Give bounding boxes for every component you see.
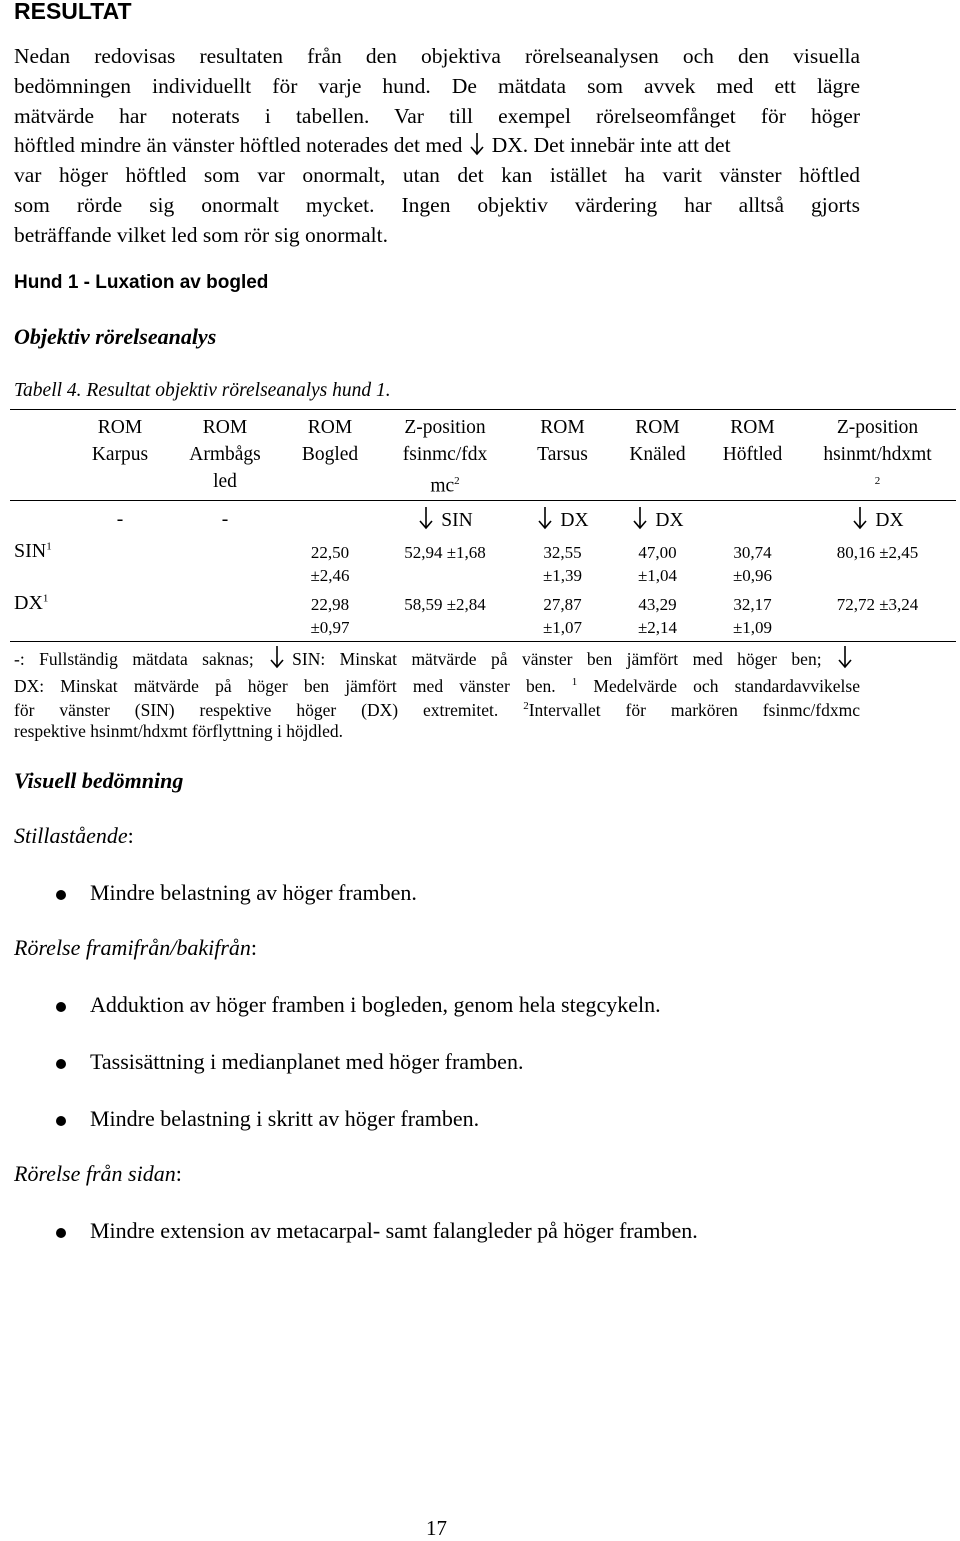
intro-line: som rörde sig onormalt mycket. Ingen objektiv värdering har alltså gjorts (14, 192, 860, 217)
list-item-text: Mindre belastning av höger framben. (90, 880, 417, 905)
cell-value: 27,87 (543, 595, 582, 614)
down-arrow-icon (468, 132, 486, 156)
note-line: respektive hsinmt/hdxmt förflyttning i höjdled. (14, 720, 344, 741)
flag-text: DX (875, 510, 904, 531)
table-cell (515, 541, 610, 587)
row-label (14, 540, 52, 563)
note-text: Intervallet för markören fsinmc/fdxmc (528, 699, 861, 720)
cell-value: 22,50 (310, 543, 350, 562)
header-line: Bogled (301, 444, 359, 465)
table-header-rule (10, 500, 956, 501)
down-arrow-icon (631, 506, 649, 530)
flag-text: DX (560, 510, 589, 531)
down-arrow-icon (417, 506, 435, 530)
header-line: Karpus (91, 444, 149, 465)
down-arrow-icon (836, 645, 854, 669)
page-number: 17 (426, 1516, 447, 1540)
note-text: för vänster (SIN) respektive höger (DX) extremitet. (14, 699, 499, 720)
list-item-text: Mindre belastning i skritt av höger framben. (90, 1106, 480, 1131)
section-label-text: Stillastående (14, 823, 128, 848)
table-cell (380, 593, 510, 616)
table-cell (280, 541, 380, 587)
bullet-icon (56, 1059, 66, 1069)
footnote-marker: 1 (46, 540, 52, 553)
table-header-cell (800, 414, 955, 500)
cell-value: 58,59 ±2,84 (404, 595, 486, 614)
intro-line: Nedan redovisas resultaten från den objektiva rörelseanalysen och den visuella (14, 44, 860, 68)
cell-sd: ±1,04 (637, 566, 678, 585)
header-line: ROM (635, 417, 680, 438)
note-text: -: Fullständig mätdata saknas; (14, 649, 254, 669)
table-footnote (14, 645, 860, 743)
cell-value: 47,00 (638, 543, 677, 562)
header-line: ROM (540, 417, 585, 438)
section-label-side (14, 1161, 182, 1187)
note-line (14, 645, 860, 670)
table-header-cell (70, 414, 170, 468)
down-arrow-icon (268, 645, 286, 669)
row-label (14, 592, 48, 615)
cell-value: 32,17 (733, 595, 772, 614)
section-label-text: Rörelse från sidan (14, 1161, 176, 1186)
cell-sd: ±0,97 (310, 618, 350, 637)
cell-value: 32,55 (543, 543, 582, 562)
intro-line-text: Det innebär inte att det (528, 133, 731, 158)
cell-value: 72,72 ±3,24 (836, 595, 919, 614)
flag-text: - (221, 509, 229, 530)
table-cell (280, 593, 380, 639)
cell-value: 52,94 ±1,68 (404, 543, 486, 562)
header-line: led (213, 471, 237, 492)
flag-cell (380, 506, 510, 534)
section-label-front-back (14, 935, 257, 961)
footnote-marker: 2 (874, 475, 881, 487)
table-cell (705, 541, 800, 587)
header-line: Z-position (836, 417, 919, 438)
table-header-cell (705, 414, 800, 468)
flag-cell (800, 506, 955, 534)
header-line: Knäled (629, 444, 686, 465)
cell-sd: ±1,09 (732, 618, 773, 637)
table-cell (610, 541, 705, 587)
list-item-text: Mindre extension av metacarpal- samt falangleder på höger framben. (90, 1218, 698, 1243)
header-line (380, 468, 510, 500)
table-cell (380, 541, 510, 564)
list-item-text: Adduktion av höger framben i bogleden, genom hela stegcykeln. (90, 992, 661, 1017)
page-heading: RESULTAT (14, 0, 132, 24)
header-line: Armbågs (189, 444, 261, 465)
intro-line-text: höftled mindre än vänster höftled noterades det med (14, 133, 463, 158)
row-label-text: SIN (14, 540, 47, 562)
cell-sd: ±2,14 (637, 618, 678, 637)
header-line: ROM (202, 417, 248, 438)
note-text: DX: Minskat mätvärde på höger ben jämfört med vänster ben. (14, 675, 556, 696)
footnote-marker: 1 (571, 675, 578, 688)
table-header-cell (170, 414, 280, 495)
note-line (14, 694, 860, 719)
header-line: ROM (307, 417, 353, 438)
table-caption: Tabell 4. Resultat objektiv rörelseanalys hund 1. (14, 380, 391, 401)
cell-sd: ±1,39 (542, 566, 583, 585)
flag-text: DX (655, 510, 684, 531)
row-label-text: DX (14, 592, 43, 614)
flag-text: - (116, 509, 124, 530)
cell-value: 22,98 (310, 595, 350, 614)
table-header-cell (280, 414, 380, 468)
table-cell (705, 593, 800, 639)
flag-cell (170, 506, 280, 533)
header-line (800, 468, 955, 500)
down-arrow-icon (851, 506, 869, 530)
table-cell (800, 541, 955, 564)
header-line: hsinmt/hdxmt (823, 444, 932, 465)
header-line: Z-position (404, 417, 486, 438)
header-line: fsinmc/fdx (402, 444, 488, 465)
table-cell (610, 593, 705, 639)
bullet-icon (56, 890, 66, 900)
table-cell (800, 593, 955, 616)
header-line: Höftled (722, 444, 783, 465)
cell-sd: ±0,96 (732, 566, 773, 585)
footnote-marker: 2 (454, 475, 460, 487)
header-line: ROM (730, 417, 775, 438)
table-header-cell (610, 414, 705, 468)
cell-sd: ±2,46 (310, 566, 350, 585)
cell-value: 30,74 (733, 543, 772, 562)
header-line: Tarsus (537, 444, 588, 465)
intro-dx-label: DX. (491, 133, 529, 158)
section-label-colon: : (127, 823, 134, 848)
footnote-marker: 2 (523, 700, 529, 712)
header-line: ROM (97, 417, 143, 438)
table-top-rule (10, 409, 956, 410)
bullet-icon (56, 1228, 66, 1238)
dog-subheading: Hund 1 - Luxation av bogled (14, 272, 269, 293)
intro-line: mätvärde har noterats i tabellen. Var till exempel rörelseomfånget för höger (14, 103, 860, 128)
bullet-icon (56, 1116, 66, 1126)
note-text: Medelvärde och standardavvikelse (577, 675, 860, 696)
list-item-text: Tassisättning i medianplanet med höger framben. (90, 1049, 524, 1074)
bullet-icon (56, 1002, 66, 1012)
note-line (14, 670, 860, 695)
section-label-text: Rörelse framifrån/bakifrån (14, 935, 251, 960)
flag-cell (70, 506, 170, 533)
visual-assessment-title: Visuell bedömning (14, 768, 184, 793)
note-text: SIN: Minskat mätvärde på vänster ben jämfört med höger ben; (292, 649, 822, 669)
section-label-colon: : (175, 1161, 182, 1186)
table-header-cell (380, 414, 510, 500)
table-cell (515, 593, 610, 639)
cell-sd: ±1,07 (542, 618, 583, 637)
table-bottom-rule (10, 641, 956, 642)
intro-paragraph (14, 42, 860, 251)
section-title: Objektiv rörelseanalys (14, 324, 217, 349)
cell-value: 80,16 ±2,45 (836, 543, 919, 562)
intro-line: bedömningen individuellt för varje hund. De mätdata som avvek med ett lägre (14, 73, 860, 98)
table-header-cell (515, 414, 610, 468)
flag-text: SIN (441, 510, 473, 531)
down-arrow-icon (536, 506, 554, 530)
header-text: mc (430, 475, 455, 497)
flag-cell (515, 506, 610, 534)
section-label-standing (14, 823, 134, 849)
intro-line: var höger höftled som var onormalt, utan det kan istället ha varit vänster höftled (14, 163, 860, 188)
intro-line (14, 131, 860, 161)
footnote-marker: 1 (42, 592, 49, 605)
section-label-colon: : (250, 935, 258, 960)
intro-line: beträffande vilket led som rör sig onormalt. (14, 222, 388, 247)
flag-cell (610, 506, 705, 534)
cell-value: 43,29 (638, 595, 677, 614)
